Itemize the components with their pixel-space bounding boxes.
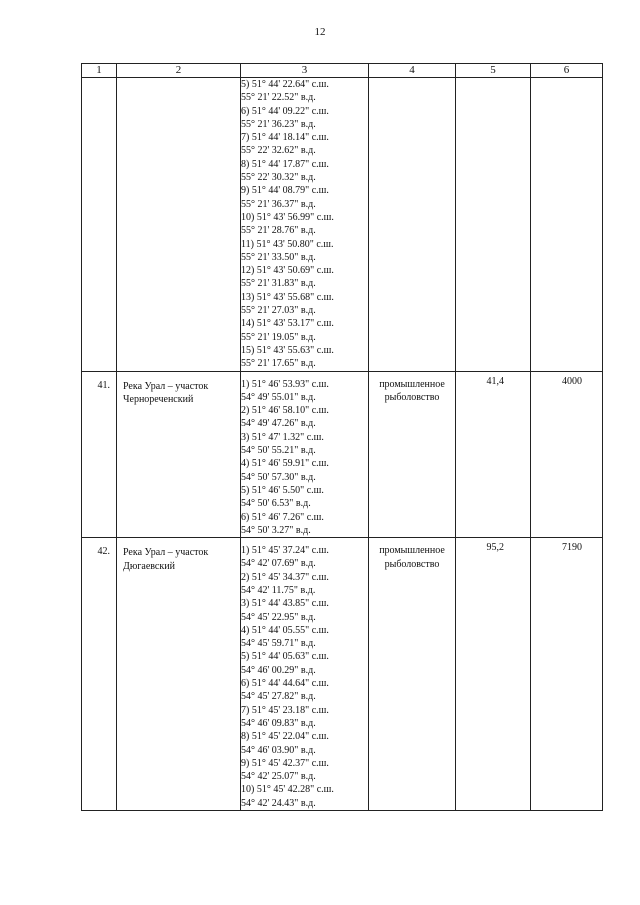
usage-type-cell (369, 371, 456, 538)
page-number: 12 (314, 26, 326, 38)
header-cell-1: 1 (82, 64, 117, 78)
coordinate-line: 5) 51° 44' 05.63" с.ш. (241, 651, 329, 663)
table-body (82, 64, 603, 811)
coordinate-line: 54° 42' 25.07" в.д. (241, 771, 316, 783)
coordinate-line: 3) 51° 47' 1.32" с.ш. (241, 431, 324, 443)
coordinate-line: 55° 22' 30.32" в.д. (241, 172, 316, 184)
coordinate-line: 54° 50' 6.53" в.д. (241, 498, 311, 510)
coordinate-line: 6) 51° 46' 7.26" с.ш. (241, 511, 324, 523)
coordinate-line: 55° 21' 17.65" в.д. (241, 358, 316, 370)
row-number-cell (82, 538, 117, 811)
coordinate-line: 1) 51° 46' 53.93" с.ш. (241, 378, 329, 390)
usage-type: промышленное рыболовство (379, 545, 445, 570)
capacity-value-cell (531, 538, 603, 811)
header-cell-6: 6 (531, 64, 603, 78)
coordinate-line: 6) 51° 44' 44.64" с.ш. (241, 678, 329, 690)
coordinate-line: 54° 46' 00.29" в.д. (241, 664, 316, 676)
capacity-value (531, 78, 602, 82)
coordinate-line: 10) 51° 45' 42.28" с.ш. (241, 784, 334, 796)
coordinate-line: 55° 21' 36.37" в.д. (241, 198, 316, 210)
coordinate-line: 8) 51° 44' 17.87" с.ш. (241, 158, 329, 170)
row-number-cell (82, 78, 117, 372)
coordinate-line: 12) 51° 43' 50.69" с.ш. (241, 265, 334, 277)
area-value (456, 78, 530, 82)
coordinate-line: 4) 51° 46' 59.91" с.ш. (241, 458, 329, 470)
area-name: Река Урал – участок Дюгаевский (123, 547, 209, 572)
header-cell-3: 3 (241, 64, 369, 78)
coordinate-line: 10) 51° 43' 56.99" с.ш. (241, 211, 334, 223)
coordinate-line: 54° 50' 3.27" в.д. (241, 524, 311, 536)
coordinates-cell (241, 538, 369, 811)
coordinate-line: 54° 45' 59.71" в.д. (241, 638, 316, 650)
coordinate-line: 54° 42' 24.43" в.д. (241, 797, 316, 809)
header-cell-4: 4 (369, 64, 456, 78)
coordinate-line: 2) 51° 46' 58.10" с.ш. (241, 405, 329, 417)
coordinate-line: 8) 51° 45' 22.04" с.ш. (241, 731, 329, 743)
coordinate-line: 3) 51° 44' 43.85" с.ш. (241, 598, 329, 610)
coordinate-line: 6) 51° 44' 09.22" с.ш. (241, 105, 329, 117)
area-name (117, 78, 240, 86)
area-name-cell (117, 371, 241, 538)
usage-type-cell (369, 538, 456, 811)
usage-type: промышленное рыболовство (379, 378, 445, 404)
coordinates-cell (241, 78, 369, 372)
table-row (82, 538, 603, 811)
coordinate-line: 55° 21' 31.83" в.д. (241, 278, 316, 290)
row-number (82, 78, 116, 86)
coordinate-line: 9) 51° 44' 08.79" с.ш. (241, 185, 329, 197)
coordinate-line: 7) 51° 45' 23.18" с.ш. (241, 704, 329, 716)
coordinate-line: 15) 51° 43' 55.63" с.ш. (241, 344, 334, 356)
table-row (82, 78, 603, 372)
coordinate-line: 14) 51° 43' 53.17" с.ш. (241, 318, 334, 330)
coordinate-line: 54° 42' 07.69" в.д. (241, 558, 316, 570)
table-header-row (82, 64, 603, 78)
coordinate-line: 54° 46' 03.90" в.д. (241, 744, 316, 756)
coordinate-line: 55° 21' 28.76" в.д. (241, 225, 316, 237)
coordinate-line: 5) 51° 44' 22.64" с.ш. (241, 79, 329, 90)
coordinate-line: 54° 42' 11.75" в.д. (241, 584, 316, 596)
fishing-areas-table (81, 63, 603, 811)
coordinate-line: 55° 22' 32.62" в.д. (241, 145, 316, 157)
coordinate-line: 4) 51° 44' 05.55" с.ш. (241, 624, 329, 636)
capacity-value-cell (531, 78, 603, 372)
table-row (82, 371, 603, 538)
coordinate-line: 55° 21' 27.03" в.д. (241, 305, 316, 317)
capacity-value: 4000 (562, 375, 582, 387)
usage-type-cell (369, 78, 456, 372)
coordinate-line: 55° 21' 22.52" в.д. (241, 92, 316, 104)
coordinate-line: 9) 51° 45' 42.37" с.ш. (241, 757, 329, 769)
coordinate-line: 54° 49' 47.26" в.д. (241, 418, 316, 430)
row-number: 42. (97, 546, 110, 558)
area-value-cell (456, 78, 531, 372)
header-cell-5: 5 (456, 64, 531, 78)
coordinates-cell (241, 371, 369, 538)
coordinate-line: 55° 21' 36.23" в.д. (241, 118, 316, 130)
coordinate-line: 54° 50' 55.21" в.д. (241, 445, 316, 457)
coordinate-line: 1) 51° 45' 37.24" с.ш. (241, 545, 329, 557)
area-name-cell (117, 538, 241, 811)
area-value: 41,4 (486, 375, 504, 387)
area-value-cell (456, 538, 531, 811)
area-name-cell (117, 78, 241, 372)
header-cell-2: 2 (117, 64, 241, 78)
row-number: 41. (97, 379, 110, 391)
area-value-cell (456, 371, 531, 538)
coordinate-line: 2) 51° 45' 34.37" с.ш. (241, 571, 329, 583)
coordinate-line: 54° 45' 22.95" в.д. (241, 611, 316, 623)
capacity-value-cell (531, 371, 603, 538)
row-number-cell (82, 371, 117, 538)
coordinate-line: 55° 21' 19.05" в.д. (241, 331, 316, 343)
coordinate-line: 5) 51° 46' 5.50" с.ш. (241, 484, 324, 496)
coordinate-line: 54° 49' 55.01" в.д. (241, 391, 316, 403)
coordinate-line: 11) 51° 43' 50.80" с.ш. (241, 238, 334, 250)
capacity-value: 7190 (562, 542, 582, 554)
coordinate-line: 54° 46' 09.83" в.д. (241, 717, 316, 729)
coordinate-line: 13) 51° 43' 55.68" с.ш. (241, 291, 334, 303)
coordinate-line: 55° 21' 33.50" в.д. (241, 251, 316, 263)
coordinate-line: 7) 51° 44' 18.14" с.ш. (241, 132, 329, 144)
area-name: Река Урал – участок Чернореченский (123, 380, 209, 406)
coordinate-line: 54° 45' 27.82" в.д. (241, 691, 316, 703)
coordinate-line: 54° 50' 57.30" в.д. (241, 471, 316, 483)
area-value: 95,2 (486, 542, 504, 554)
usage-type (369, 78, 455, 84)
